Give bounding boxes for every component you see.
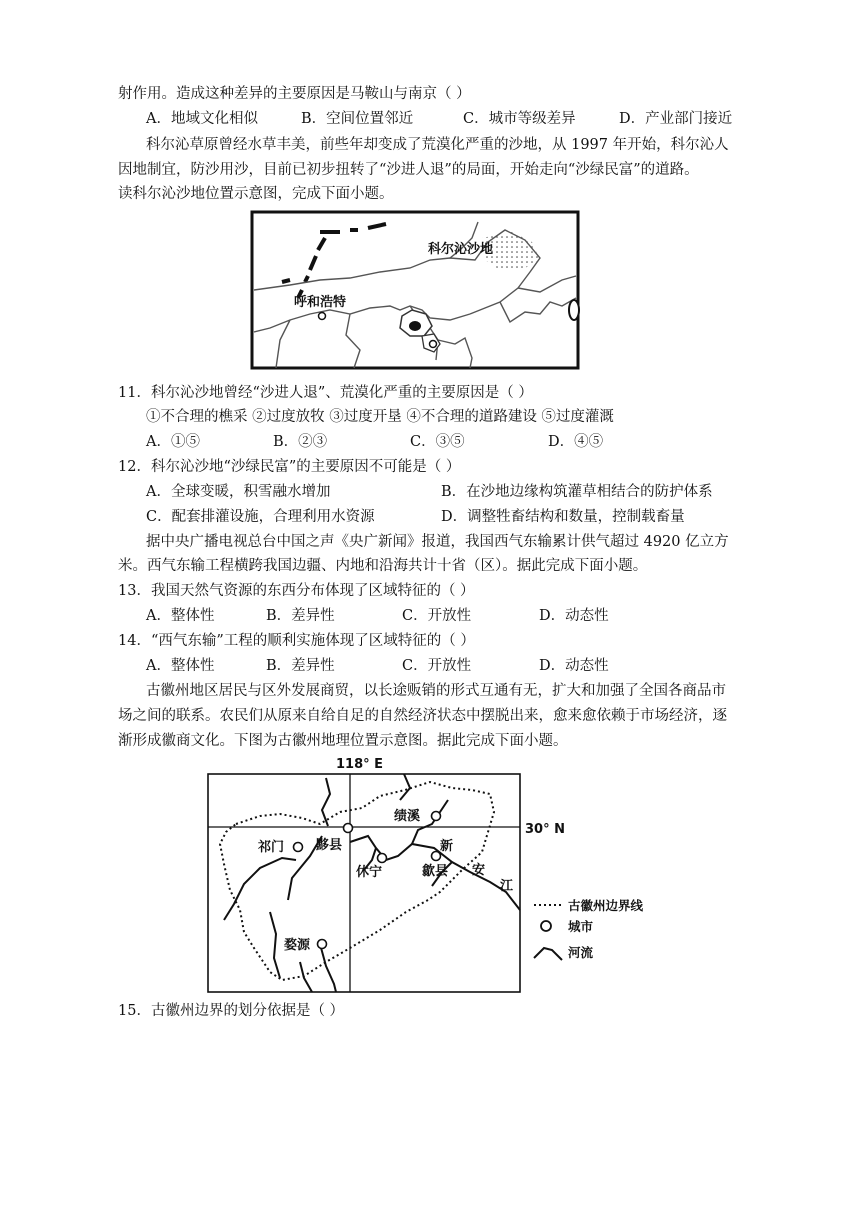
q12-stem: 12．科尔沁沙地“沙绿民富”的主要原因不可能是（ ） xyxy=(118,459,461,475)
q13-option-a: A．整体性 xyxy=(146,608,215,624)
tianjin-city-icon xyxy=(430,341,437,348)
q14-option-d: D．动态性 xyxy=(539,658,609,674)
q14-stem: 14．“西气东输”工程的顺利实施体现了区域特征的（ ） xyxy=(118,633,475,649)
q11-option-c: C．③⑤ xyxy=(410,434,465,450)
q12-option-c: C．配套排灌设施，合理利用水资源 xyxy=(146,509,375,525)
q15-stem: 15．古徽州边界的划分依据是（ ） xyxy=(118,1003,345,1019)
jixi-label: 绩溪 xyxy=(394,809,421,824)
huizhou-passage-line-1: 古徽州地区居民与区外发展商贸，以长途贩销的形式互通有无，扩大和加强了全国各商品市 xyxy=(146,683,726,699)
q10-option-d: D．产业部门接近 xyxy=(619,111,733,127)
q14-option-a: A．整体性 xyxy=(146,658,215,674)
q14-option-b: B．差异性 xyxy=(266,658,335,674)
korqin-passage-line-1: 科尔沁草原曾经水草丰美，前些年却变成了荒漠化严重的沙地，从 1997 年开始，科尔沁人 xyxy=(146,137,729,153)
q11-option-b: B．②③ xyxy=(273,434,328,450)
huizhou-location-map xyxy=(200,752,680,997)
huizhou-passage-line-3: 渐形成徽商文化。下图为古徽州地理位置示意图。据此完成下面小题。 xyxy=(118,733,568,749)
hohhot-label: 呼和浩特 xyxy=(294,295,347,310)
q11-option-a: A．①⑤ xyxy=(146,434,200,450)
shexian-label: 歙县 xyxy=(422,864,449,879)
q13-option-d: D．动态性 xyxy=(539,608,609,624)
wuyuan-label: 婺源 xyxy=(284,938,311,953)
xiuning-label: 休宁 xyxy=(356,865,383,880)
river-char-xin: 新 xyxy=(440,839,454,854)
meridian-label: 118° E xyxy=(336,757,384,772)
q11-stem: 11．科尔沁沙地曾经“沙进人退”、荒漠化严重的主要原因是（ ） xyxy=(118,385,533,401)
parallel-label: 30° N xyxy=(525,822,565,837)
q12-option-a: A．全球变暖，积雪融水增加 xyxy=(146,484,331,500)
gas-passage-line-2: 米。西气东输工程横跨我国边疆、内地和沿海共计十省（区）。据此完成下面小题。 xyxy=(118,558,648,574)
q10-option-c: C．城市等级差异 xyxy=(463,111,576,127)
legend-city-icon xyxy=(541,921,551,931)
yixian-label: 黟县 xyxy=(316,838,343,853)
legend-river-label: 河流 xyxy=(568,945,594,960)
legend-river-icon xyxy=(534,948,562,960)
q10-option-b: B．空间位置邻近 xyxy=(301,111,414,127)
yixian-city-icon xyxy=(344,824,353,833)
wuyuan-city-icon xyxy=(318,940,327,949)
korqin-label: 科尔沁沙地 xyxy=(428,242,494,257)
q12-option-d: D．调整牲畜结构和数量，控制载畜量 xyxy=(441,509,685,525)
map2-frame xyxy=(208,774,520,992)
legend-city-label: 城市 xyxy=(568,919,594,934)
q12-option-b: B．在沙地边缘构筑灌草相结合的防护体系 xyxy=(441,484,713,500)
korqin-location-map xyxy=(250,210,580,370)
hohhot-city-icon xyxy=(319,313,326,320)
q13-stem: 13．我国天然气资源的东西分布体现了区域特征的（ ） xyxy=(118,583,475,599)
korqin-passage-line-3: 读科尔沁沙地位置示意图，完成下面小题。 xyxy=(118,186,394,202)
q11-option-d: D．④⑤ xyxy=(548,434,604,450)
legend-boundary-label: 古徽州边界线 xyxy=(568,898,644,913)
q13-option-c: C．开放性 xyxy=(402,608,472,624)
korqin-passage-line-2: 因地制宜，防沙用沙，目前已初步扭转了“沙进人退”的局面，开始走向“沙绿民富”的道路。 xyxy=(118,162,699,178)
huizhou-passage-line-2: 场之间的联系。农民们从原来自给自足的自然经济状态中摆脱出来，愈来愈依赖于市场经济，逐 xyxy=(118,708,727,724)
question-10-stem-tail: 射作用。造成这种差异的主要原因是马鞍山与南京（ ） xyxy=(118,86,471,102)
q13-option-b: B．差异性 xyxy=(266,608,335,624)
river-char-jiang: 江 xyxy=(500,879,514,894)
q10-option-a: A．地域文化相似 xyxy=(146,111,258,127)
q11-choices: ①不合理的樵采 ②过度放牧 ③过度开垦 ④不合理的道路建设 ⑤过度灌溉 xyxy=(146,409,614,425)
q14-option-c: C．开放性 xyxy=(402,658,472,674)
jixi-city-icon xyxy=(432,812,441,821)
river-char-an: 安 xyxy=(472,863,486,878)
xiuning-city-icon xyxy=(378,854,387,863)
capital-dot xyxy=(409,321,421,331)
qimen-label: 祁门 xyxy=(258,840,285,855)
gas-passage-line-1: 据中央广播电视总台中国之声《央广新闻》报道，我国西气东输累计供气超过 4920 亿立方 xyxy=(146,534,729,550)
qimen-city-icon xyxy=(294,843,303,852)
